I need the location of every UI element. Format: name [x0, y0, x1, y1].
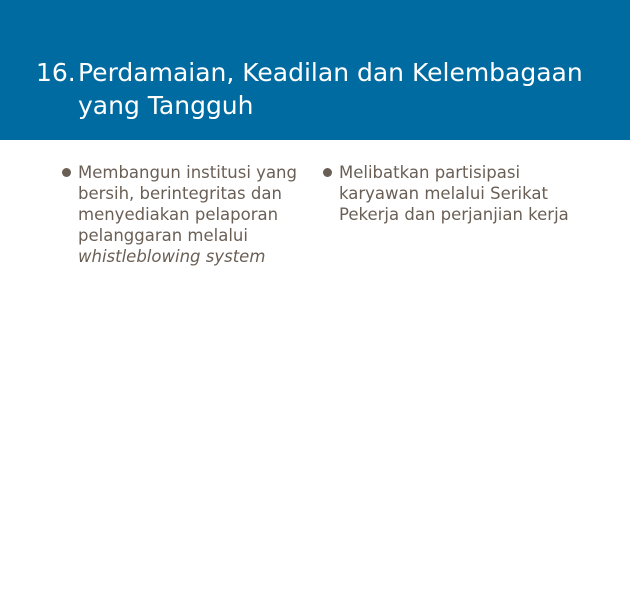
- bullet-item: [321, 162, 581, 225]
- bullet-dot-icon: [323, 168, 332, 177]
- section-number: 16.: [36, 58, 76, 87]
- bullet-italic-text: whistleblowing system: [78, 247, 266, 266]
- bullet-column-left: [60, 162, 310, 267]
- bullet-text: Melibatkan partisipasi karyawan melalui Serikat Pekerja dan perjanjian kerja: [339, 163, 569, 224]
- bullet-text: Membangun institusi yang bersih, berintegritas dan menyediakan pelaporan pelanggaran melalui: [78, 163, 297, 245]
- bullet-column-right: [321, 162, 581, 225]
- bullet-dot-icon: [62, 168, 71, 177]
- section-title: Perdamaian, Keadilan dan Kelembagaan yang Tangguh: [78, 58, 583, 120]
- section-header: [0, 0, 630, 140]
- bullet-item: [60, 162, 310, 267]
